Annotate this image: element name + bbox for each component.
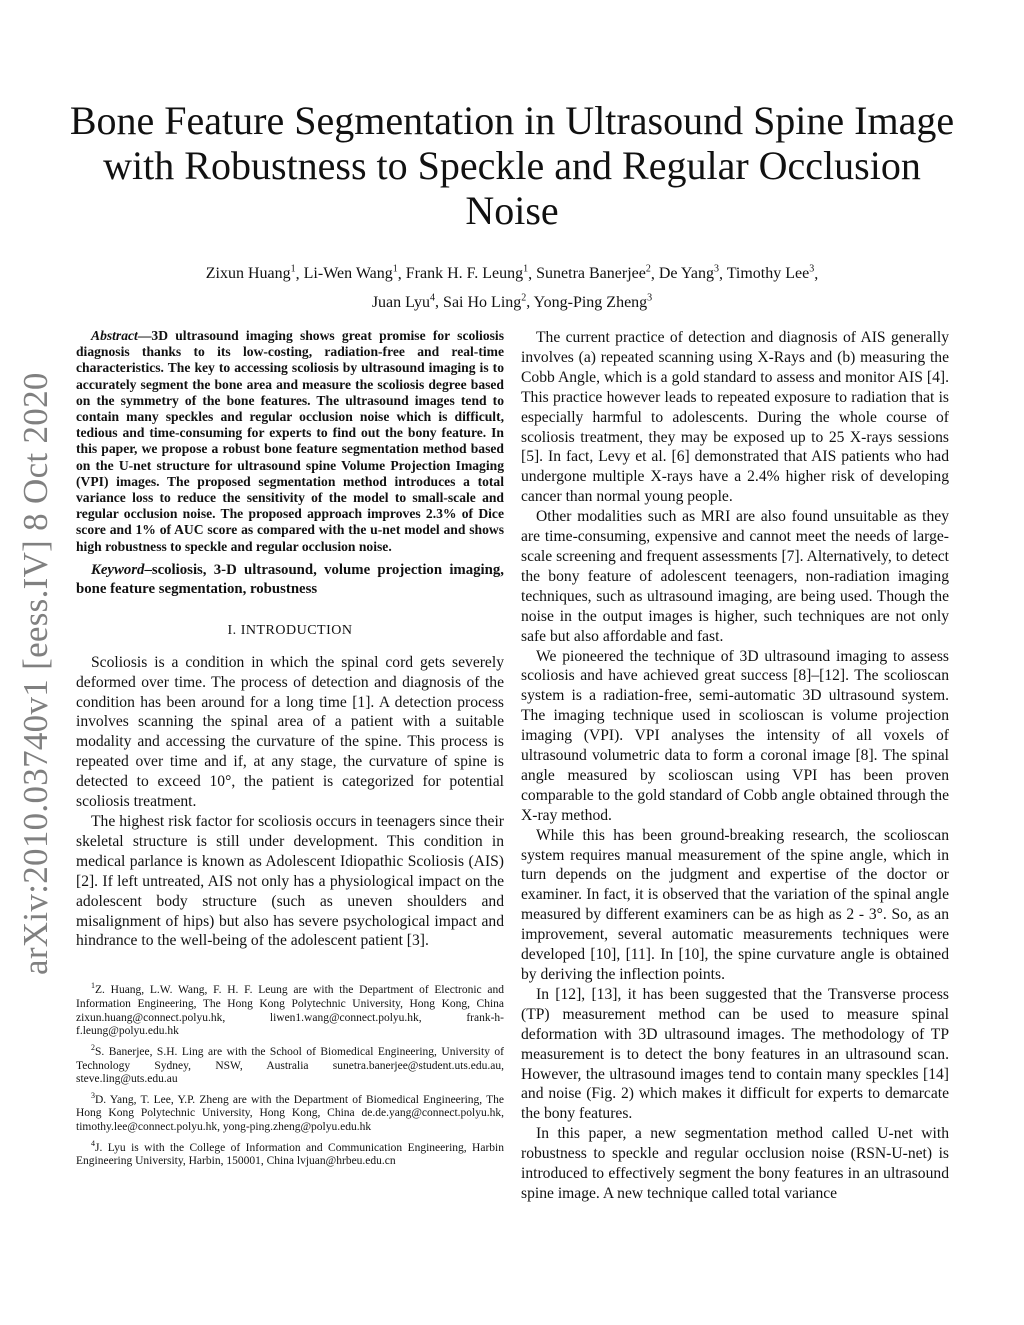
author: Zixun Huang$^1$ (205, 264, 296, 283)
footnote: $^4$J. Lyu is with the College of Information and Communication Engineering, Harbin Engineering University, Harbin, 150001, China lvjuan@hrbeu.edu.cn (76, 1138, 504, 1168)
footnote: $^3$D. Yang, T. Lee, Y.P. Zheng are with the Department of Biomedical Engineering, The Hong Kong Polytechnic University, Hong Kong, China de.de.yang@connect.polyu.hk, timothy.lee@connect.polyu.hk, yong-ping.zheng@polyu.edu.hk (76, 1090, 504, 1134)
abstract-label: Abstract (91, 328, 138, 343)
paragraph: The highest risk factor for scoliosis occurs in teenagers since their skeletal structure is still under development. This condition in medical parlance is known as Adolescent Idiopathic Scoliosis (AIS) [2]. If left untreated, AIS not only has a physiological impact on the adolescent body structure (such as uneven shoulders and misalignment of hips) but also has severe psychological impact and hindrance to the well-being of the adolescent patient [3]. (76, 813, 504, 950)
author: De Yang$^3$ (658, 264, 719, 283)
keywords-label: Keyword (91, 561, 145, 578)
paragraph: Scoliosis is a condition in which the spinal cord gets severely deformed over time. The process of detection and diagnosis of the condition has been around for a long time [1]. A detection process involves scanning the spinal area of a patient with a suitable modality and accessing the curvature of the spine. This process is repeated over time and if, at any stage, the curvature of spine is detected to exceed 10°, the patient is categorized for potential scoliosis treatment. (76, 653, 504, 811)
abstract-text: —3D ultrasound imaging shows great promise for scoliosis diagnosis thanks to its low-costing, radiation-free and real-time characteristics. The key to accessing scoliosis by ultrasound imaging is to accurately segment the bone area and measure the scoliosis degree based on the symmetry of the bone features. The ultrasound images tend to contain many speckles and regular occlusion noise which is difficult, tedious and time-consuming for experts to find out the bony feature. In this paper, we propose a robust bone feature segmentation method based on the U-net structure for ultrasound spine Volume Projection Imaging (VPI) images. The proposed segmentation method introduces a total variance loss to reduce the sensitivity of the model to small-scale and regular occlusion noise. The proposed approach improves 2.3% of Dice score and 1% of AUC score as compared with the u-net model and shows high robustness to speckle and regular occlusion noise. (76, 328, 504, 554)
author: Yong-Ping Zheng$^3$ (533, 292, 653, 311)
keywords (76, 561, 504, 599)
left-column (76, 328, 504, 1171)
footnote: $^2$S. Banerjee, S.H. Ling are with the School of Biomedical Engineering, University of Technology Sydney, NSW, Australia sunetra.banerjee@student.uts.edu.au, steve.ling@uts.edu.au (76, 1042, 504, 1086)
author-list: Zixun Huang$^1$, Li-Wen Wang$^1$, Frank H. F. Leung$^1$, Sunetra Banerjee$^2$, De Yang$^3$, Timothy Lee$^3$, Juan Lyu$^4$, Sai Ho Ling$^2$, Yong-Ping Zheng$^3$ (205, 264, 819, 311)
arxiv-side-label: arXiv:2010.03740v1 [eess.IV] 8 Oct 2020 (16, 372, 55, 975)
footnotes (76, 979, 504, 1169)
author: Juan Lyu$^4$ (371, 292, 436, 311)
abstract (76, 328, 504, 599)
right-column (521, 328, 949, 1204)
author: Timothy Lee$^3$ (726, 264, 815, 283)
author: Sai Ho Ling$^2$ (443, 292, 527, 311)
section-heading-introduction: I. INTRODUCTION (227, 622, 353, 638)
footnote: $^1$Z. Huang, L.W. Wang, F. H. F. Leung are with the Department of Electronic and Information Engineering, The Hong Kong Polytechnic University, Hong Kong, China zixun.huang@connect.polyu.hk, liwen1.wang@connect.polyu.hk, frank-h-f.leung@polyu.edu.hk (76, 981, 504, 1038)
paper-title: Bone Feature Segmentation in Ultrasound Spine Image with Robustness to Speckle and Regular Occlusion Noise (69, 98, 955, 233)
keywords-text: –scoliosis, 3-D ultrasound, volume projection imaging, bone feature segmentation, robustness (76, 561, 504, 597)
paragraph: In this paper, a new segmentation method called U-net with robustness to speckle and regular occlusion noise (RSN-U-net) is introduced to effectively segment the bony features in an ultrasound spine image. A new technique called total variance (521, 1125, 949, 1202)
author: Sunetra Banerjee$^2$ (536, 264, 651, 283)
author: Li-Wen Wang$^1$ (303, 264, 398, 283)
paragraph: We pioneered the technique of 3D ultrasound imaging to assess scoliosis and have achieved great success [8]–[12]. The scolioscan system is a radiation-free, semi-automatic 3D ultrasound system. The imaging technique used in scolioscan is volume projection imaging (VPI). VPI analyses the intensity of all voxels of ultrasound volumetric data to form a coronal image [8]. The spinal angle measured by scolioscan using VPI has been proven comparable to the gold standard of Cobb angle obtained through the X-ray method. (521, 647, 949, 824)
paragraph: In [12], [13], it has been suggested that the Transverse process (TP) measurement method can be used to measure spinal deformation with 3D ultrasound images. The methodology of TP measurement is to detect the bony features in an ultrasound scan. However, the ultrasound images tend to contain many speckles [14] and noise (Fig. 2) which makes it difficult for experts to demarcate the bony features. (521, 985, 949, 1123)
paragraph: The current practice of detection and diagnosis of AIS generally involves (a) repeated scanning using X-Rays and (b) measuring the Cobb Angle, which is a gold standard to assess and monitor AIS [4]. This practice however leads to repeated exposure to radiation that is especially harmful to adolescents. During the whole course of scoliosis treatment, they may be exposed up to 25 X-rays sessions [5]. In fact, Levy et al. [6] demonstrated that AIS patients who had undergone multiple X-rays have a 2.4% higher risk of developing cancer than normal young people. (521, 329, 949, 506)
author: Frank H. F. Leung$^1$ (405, 264, 529, 283)
paragraph: Other modalities such as MRI are also found unsuitable as they are time-consuming, expensive and cannot meet the needs of large-scale screening and frequent assessments [7]. Alternatively, to detect the bony feature of adolescent teenagers, non-radiation imaging techniques, such as ultrasound imaging, are being used. Though the noise in the output images is higher, such techniques are not only safe but also affordable and fast. (521, 508, 949, 645)
paragraph: While this has been ground-breaking research, the scolioscan system requires manual measurement of the spine angle, which in turn depends on the judgment and expertise of the doctor or examiner. In fact, it is observed that the variation of the spinal angle measured by different examiners can be as high as 2 - 3°. So, as an improvement, several automatic measurements techniques were developed [10], [11]. In [10], the spine curvature angle is obtained by deriving the inflection points. (521, 826, 949, 983)
